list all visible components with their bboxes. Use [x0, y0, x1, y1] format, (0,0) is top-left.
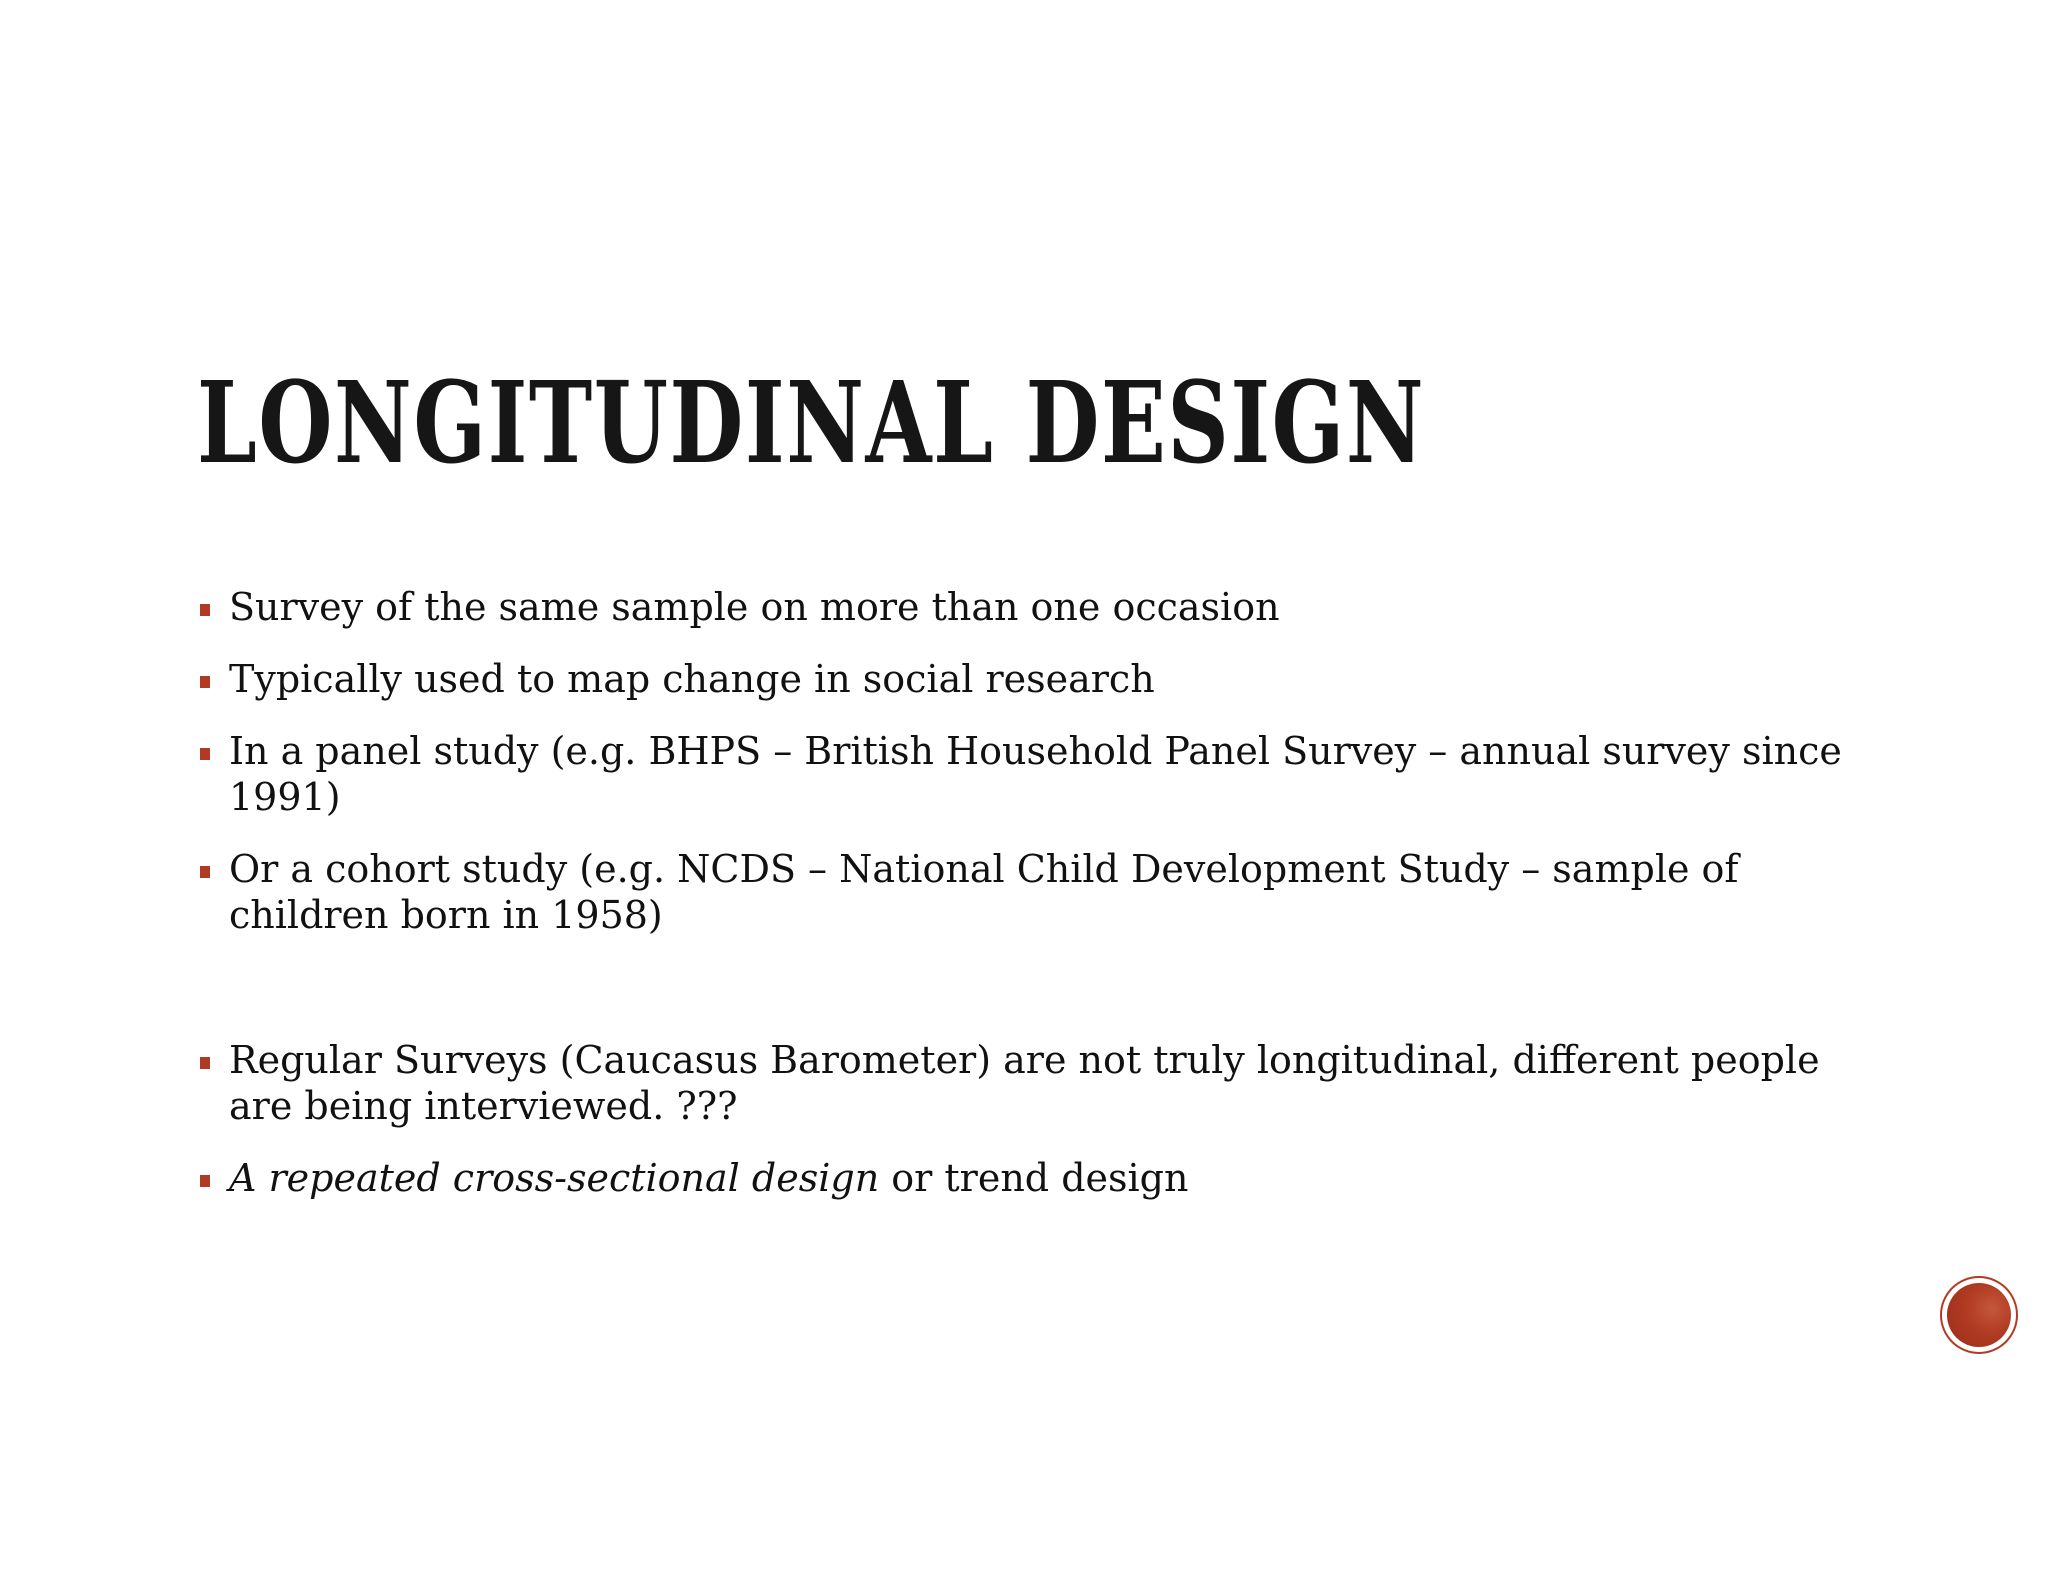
- square-bullet-icon: [200, 1175, 210, 1187]
- bullet-item: [200, 1155, 1880, 1201]
- slide-title: LONGITUDINAL DESIGN: [197, 358, 1426, 489]
- square-bullet-icon: [200, 676, 210, 688]
- slide-nav-button[interactable]: [1942, 1278, 2016, 1352]
- square-bullet-icon: [200, 1057, 210, 1069]
- bullet-text: Or a cohort study (e.g. NCDS – National Child Development Study – sample of: [229, 847, 1739, 891]
- bullet-text-rest: or trend design: [879, 1156, 1189, 1200]
- red-circle-button-icon: [1947, 1283, 2011, 1347]
- square-bullet-icon: [200, 866, 210, 878]
- square-bullet-icon: [200, 604, 210, 616]
- bullet-item: [200, 656, 1880, 702]
- italic-term: A repeated cross-sectional design: [229, 1156, 880, 1200]
- bullet-text: Regular Surveys (Caucasus Barometer) are not truly longitudinal, different people: [229, 1038, 1820, 1082]
- bullet-text: Typically used to map change in social research: [229, 657, 1155, 701]
- bullet-item: [200, 1037, 1880, 1129]
- bullet-item: [200, 728, 1880, 820]
- bullet-text: [229, 1155, 1880, 1201]
- bullet-item: [200, 846, 1880, 938]
- bullet-text-continuation: are being interviewed. ???: [229, 1084, 738, 1128]
- bullet-text-continuation: children born in 1958): [229, 893, 663, 937]
- bullet-text: In a panel study (e.g. BHPS – British Household Panel Survey – annual survey since: [229, 729, 1842, 773]
- bullet-text-continuation: 1991): [229, 775, 341, 819]
- bullet-item: [200, 584, 1880, 630]
- bullet-text: Survey of the same sample on more than one occasion: [229, 585, 1280, 629]
- square-bullet-icon: [200, 748, 210, 760]
